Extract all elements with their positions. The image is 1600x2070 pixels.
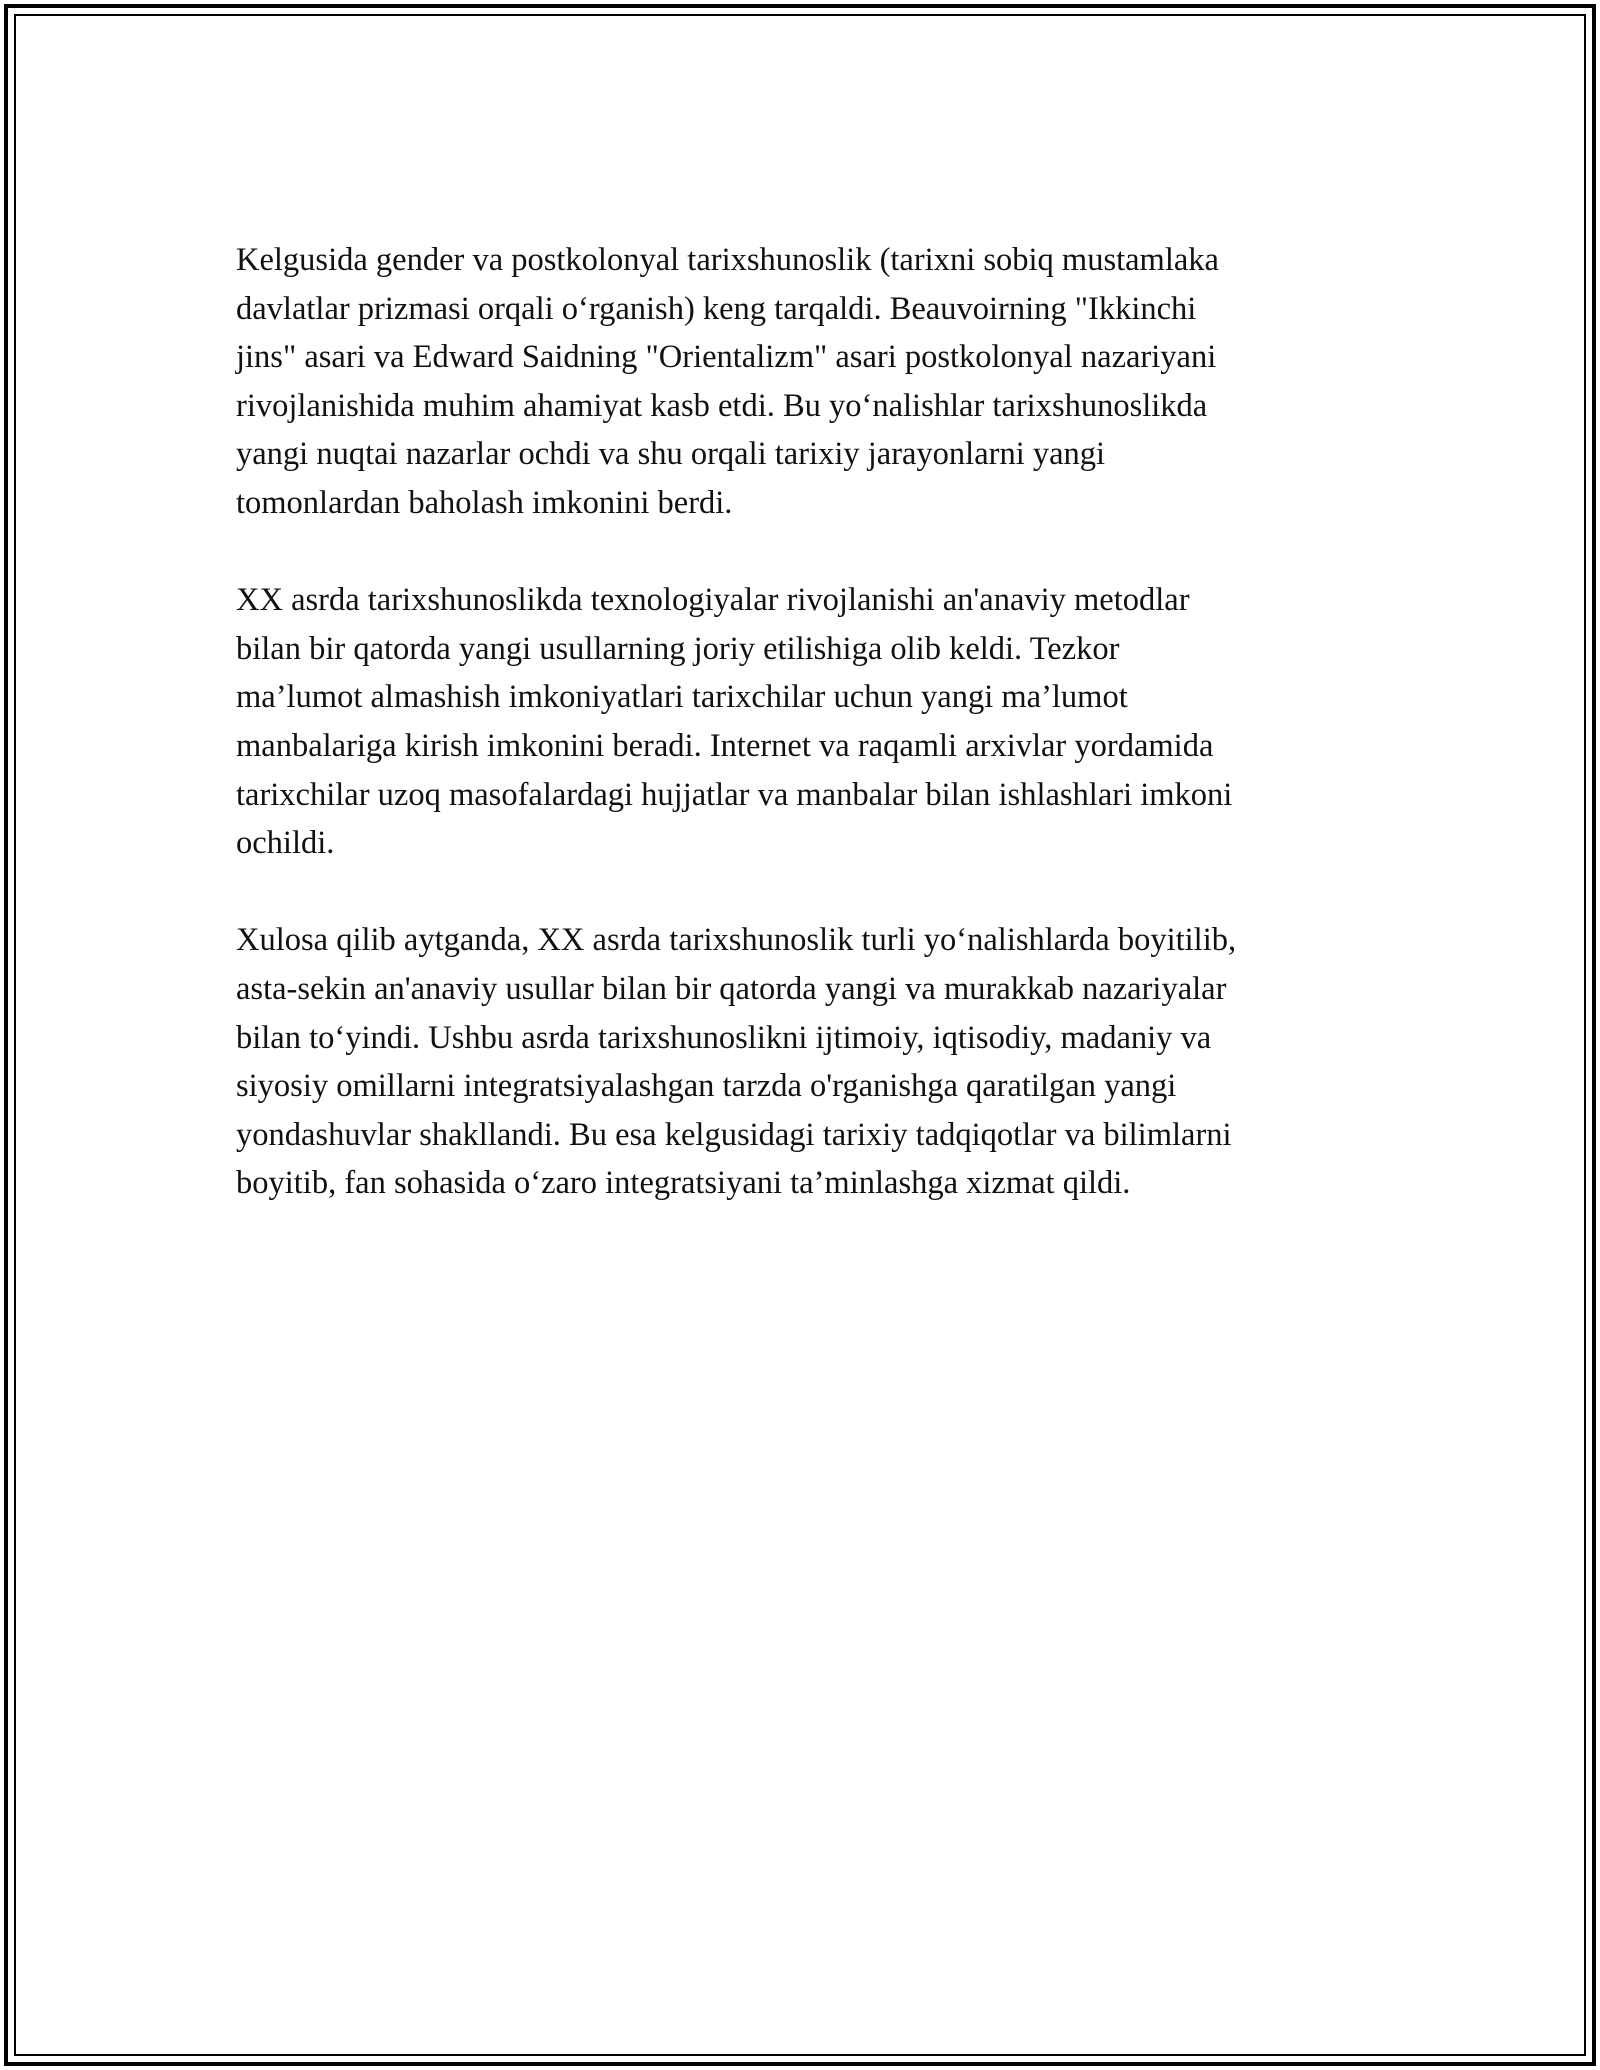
text-line: tomonlardan baholash imkonini berdi.: [236, 484, 733, 521]
text-line: boyitib, fan sohasida o‘zaro integratsiyani ta’minlashga xizmat qildi.: [236, 1165, 1131, 1202]
text-line: siyosiy omillarni integratsiyalashgan tarzda o'rganishga qaratilgan yangi: [236, 1068, 1177, 1105]
paragraph-conclusion: [236, 916, 1386, 1208]
text-line: XX asrda tarixshunoslikda texnologiyalar rivojlanishi an'anaviy metodlar: [236, 582, 1190, 619]
text-line: Kelgusida gender va postkolonyal tarixshunoslik (tarixni sobiq mustamlaka: [236, 242, 1219, 278]
text-line: bilan to‘yindi. Ushbu asrda tarixshunoslikni ijtimoiy, iqtisodiy, madaniy va: [236, 1019, 1212, 1056]
text-line: manbalariga kirish imkonini beradi. Internet va raqamli arxivlar yordamida: [236, 727, 1214, 764]
paragraph-gender-postcolonial: [236, 236, 1386, 528]
text-line: bilan bir qatorda yangi usullarning joriy etilishiga olib keldi. Tezkor: [236, 630, 1120, 667]
text-line: davlatlar prizmasi orqali o‘rganish) keng tarqaldi. Beauvoirning "Ikkinchi: [236, 290, 1197, 327]
text-line: jins" asari va Edward Saidning "Orientalizm" asari postkolonyal nazariyani: [236, 339, 1217, 376]
text-line: rivojlanishida muhim ahamiyat kasb etdi. Bu yo‘nalishlar tarixshunoslikda: [236, 387, 1208, 424]
paragraph-technology: [236, 576, 1386, 868]
text-line: ma’lumot almashish imkoniyatlari tarixchilar uchun yangi ma’lumot: [236, 679, 1128, 716]
text-line: ochildi.: [236, 825, 335, 862]
text-line: yondashuvlar shakllandi. Bu esa kelgusidagi tarixiy tadqiqotlar va bilimlarni: [236, 1116, 1232, 1153]
text-line: Xulosa qilib aytganda, XX asrda tarixshunoslik turli yo‘nalishlarda boyitilib,: [236, 922, 1237, 959]
text-line: asta-sekin an'anaviy usullar bilan bir qatorda yangi va murakkab nazariyalar: [236, 970, 1227, 1007]
text-line: tarixchilar uzoq masofalardagi hujjatlar va manbalar bilan ishlashlari imkoni: [236, 776, 1233, 813]
document-body: [236, 236, 1386, 1256]
text-line: yangi nuqtai nazarlar ochdi va shu orqali tarixiy jarayonlarni yangi: [236, 436, 1106, 473]
